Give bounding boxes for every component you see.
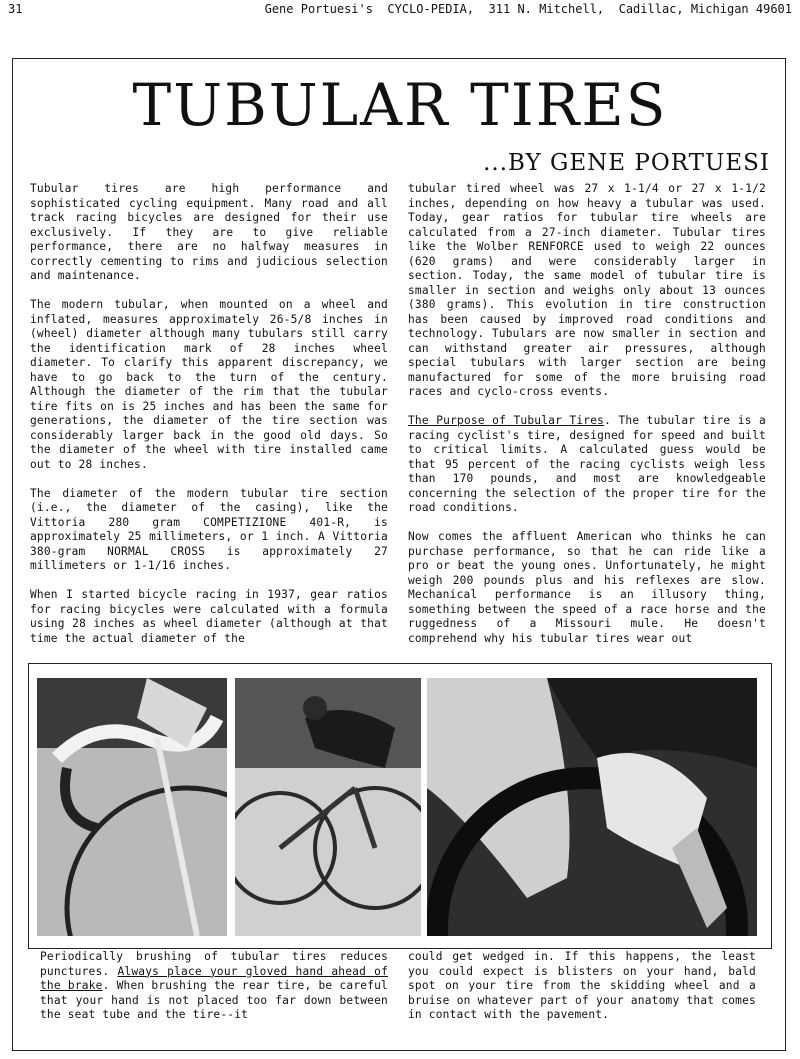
paragraph: The diameter of the modern tubular tire section (i.e., the diameter of the casing), like the Vittoria 280 gram COMPETIZIONE 401-R, is approximately 25 millimeters, or 1 inch. A Vittoria 380-gram NORMAL CROSS is approximately 27 millimeters or 1-1/16 inches. — [30, 486, 388, 572]
right-column — [408, 182, 766, 661]
paragraph-text: The tubular tire is a racing cyclist's tire, designed for speed and built to critical limits. A calculated guess would be that 95 percent of the racing cyclists weigh less than 170 pounds, and most are knowledgeable concerning the selection of the proper tire for the road conditions. — [408, 414, 766, 514]
article-byline: ...BY GENE PORTUESI — [483, 150, 770, 176]
caption-emphasis: Always place your gloved hand ahead of the brake — [40, 964, 389, 992]
photo-caption-right: could get wedged in. If this happens, the least you could expect is blisters on your hand, bald spot on your tire from the skidding wheel and a bruise on whatever part of your anatomy that comes in contact with the pavement. — [408, 950, 756, 1021]
page-number: 31 — [8, 2, 23, 16]
photo-bike-handlebar — [37, 678, 227, 936]
paragraph — [408, 414, 766, 516]
paragraph: tubular tired wheel was 27 x 1-1/4 or 27 x 1-1/2 inches, depending on how heavy a tubular was used. Today, gear ratios for tubular tire wheels are calculated from a 27-inch diameter. Tubular tires like the Wolber RENFORCE used to weigh 22 ounces (620 grams) and were considerably larger in section. Today, the same model of tubular tire is smaller in section and weighs only about 13 ounces (380 grams). This evolution in tire construction has been caused by improved road conditions and technology. Tubulars are now smaller in section and can withstand greater air pressures, although special tubulars with larger section are being manufactured for some of the more bruising road races and cyclo-cross events. — [408, 182, 766, 398]
left-column — [30, 182, 388, 661]
caption-text: Periodically brushing of tubular tires reduces punctures. — [40, 950, 388, 978]
section-heading: The Purpose of Tubular Tires — [408, 414, 605, 427]
heading-separator: . — [604, 414, 619, 427]
photo-hand-on-tire — [427, 678, 757, 936]
article-title: TUBULAR TIRES — [132, 71, 668, 139]
running-head: Gene Portuesi's CYCLO-PEDIA, 311 N. Mitchell, Cadillac, Michigan 49601 — [264, 2, 792, 16]
paragraph: When I started bicycle racing in 1937, gear ratios for racing bicycles were calculated with a formula using 28 inches as wheel diameter (although at that time the actual diameter of the — [30, 588, 388, 645]
paragraph: Tubular tires are high performance and sophisticated cycling equipment. Many road and all track racing bicycles are designed for their use exclusively. If they are to give reliable performance, there are no halfway measures in correctly cementing to rims and judicious selection and maintenance. — [30, 182, 388, 282]
photo-caption-left — [40, 950, 388, 1023]
photo-rider-brushing — [235, 678, 421, 936]
paragraph: The modern tubular, when mounted on a wheel and inflated, measures approximately 26-5/8 inches in (wheel) diameter although many tubulars still carry the identification mark of 28 inches wheel diameter. To clarify this apparent discrepancy, we have to go back to the turn of the century. Although the diameter of the rim that the tubular tire fits on is 25 inches and has been the same for generations, the diameter of the tire section was considerably larger back in the good old days. So the diameter of the wheel with tire installed came out to 28 inches. — [30, 298, 388, 471]
paragraph: Now comes the affluent American who thinks he can purchase performance, so that he can ride like a pro or beat the young ones. Unfortunately, he might weigh 200 pounds plus and his reflexes are slow. Mechanical performance is an illusory thing, something between the speed of a race horse and the ruggedness of a Missouri mule. He doesn't comprehend why his tubular tires wear out — [408, 530, 766, 645]
photo-panel — [28, 663, 772, 949]
caption-text: . When brushing the rear tire, be careful that your hand is not placed too far down between the seat tube and the tire--it — [40, 979, 388, 1021]
